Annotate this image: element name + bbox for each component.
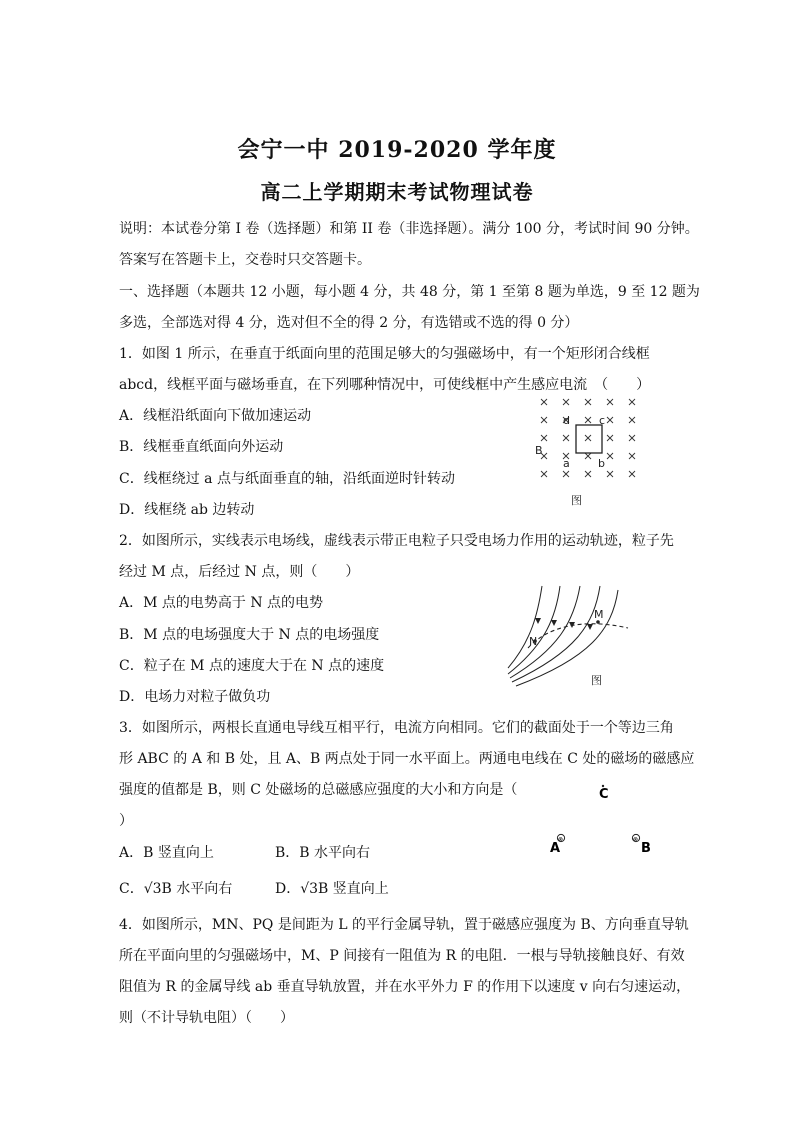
q4-stem-line-3: 阻值为 R 的金属导线 ab 垂直导轨放置，并在水平外力 F 的作用下以速度 v 向右匀速运动， bbox=[119, 979, 691, 995]
q2-option-d: D．电场力对粒子做负功 bbox=[119, 689, 271, 705]
q2-stem-line-1: 2．如图所示，实线表示电场线，虚线表示带正电粒子只受电场力作用的运动轨迹，粒子先 bbox=[119, 533, 674, 549]
q4-stem-line-1: 4．如图所示，MN、PQ 是间距为 L 的平行金属导轨，置于磁感应强度为 B、方向垂直导轨 bbox=[119, 917, 689, 933]
exam-subtitle: 高二上学期期末考试物理试卷 bbox=[260, 180, 534, 204]
q2-option-b: B．M 点的电场强度大于 N 点的电场强度 bbox=[119, 627, 380, 643]
section-header-line-1: 一、选择题（本题共 12 小题，每小题 4 分，共 48 分，第 1 至第 8 题为单选，9 至 12 题为 bbox=[119, 284, 700, 300]
q2-stem-line-2: 经过 M 点，后经过 N 点，则（ ） bbox=[119, 564, 360, 580]
label-d: d bbox=[563, 414, 570, 427]
label-n: N bbox=[529, 635, 538, 648]
label-b: b bbox=[598, 457, 605, 470]
point-c bbox=[602, 785, 604, 787]
q3-figure bbox=[540, 778, 660, 858]
intro-line-1: 说明：本试卷分第 I 卷（选择题）和第 II 卷（非选择题）。满分 100 分，考试时间 90 分钟。 bbox=[119, 221, 699, 237]
svg-text:⊗: ⊗ bbox=[558, 836, 564, 843]
q3-stem-line-4: ） bbox=[119, 813, 133, 829]
label-a: A bbox=[550, 841, 561, 856]
figure-caption: 图 bbox=[591, 674, 602, 687]
q1-option-a: A．线框沿纸面向下做加速运动 bbox=[119, 408, 312, 424]
q4-stem-line-4: 则（不计导轨电阻）（ ） bbox=[119, 1010, 294, 1026]
label-c: C bbox=[599, 787, 609, 802]
label-a: a bbox=[563, 457, 570, 470]
exam-title: 会宁一中 2019-2020 学年度 bbox=[237, 137, 557, 163]
figure-caption: 图 bbox=[571, 494, 582, 507]
q1-figure bbox=[530, 392, 645, 510]
label-b: B bbox=[641, 841, 651, 856]
q3-option-b: B．B 水平向右 bbox=[275, 845, 371, 861]
q1-option-d: D．线框绕 ab 边转动 bbox=[119, 502, 255, 518]
label-b-field: B bbox=[535, 444, 543, 457]
field-cross-marks bbox=[541, 399, 635, 477]
section-header-line-2: 多选，全部选对得 4 分，选对但不全的得 2 分，有选错或不选的得 0 分） bbox=[119, 315, 579, 331]
q3-option-d: D．√3B 竖直向上 bbox=[275, 881, 389, 897]
q2-figure bbox=[502, 582, 638, 688]
q1-option-b: B．线框垂直纸面向外运动 bbox=[119, 439, 284, 455]
label-c: c bbox=[599, 414, 606, 427]
electric-field-lines bbox=[508, 586, 618, 686]
q3-stem-line-3: 强度的值都是 B，则 C 处磁场的总磁感应强度的大小和方向是（ bbox=[119, 782, 518, 798]
intro-line-2: 答案写在答题卡上，交卷时只交答题卡。 bbox=[119, 252, 371, 268]
q2-option-a: A．M 点的电势高于 N 点的电势 bbox=[119, 595, 324, 611]
q1-option-c: C．线框绕过 a 点与纸面垂直的轴，沿纸面逆时针转动 bbox=[119, 471, 455, 487]
q2-option-c: C．粒子在 M 点的速度大于在 N 点的速度 bbox=[119, 658, 385, 674]
q4-stem-line-2: 所在平面向里的匀强磁场中，M、P 间接有一阻值为 R 的电阻．一根与导轨接触良好、有效 bbox=[119, 948, 685, 964]
q3-stem-line-2: 形 ABC 的 A 和 B 处，且 A、B 两点处于同一水平面上。两通电电线在 C 处的磁场的磁感应 bbox=[119, 751, 695, 767]
q3-option-a: A．B 竖直向上 bbox=[119, 845, 214, 861]
q1-stem-line-2: abcd，线框平面与磁场垂直，在下列哪种情况中，可使线框中产生感应电流 （ ） bbox=[119, 377, 651, 393]
q1-stem-line-1: 1．如图 1 所示，在垂直于纸面向里的范围足够大的匀强磁场中，有一个矩形闭合线框 bbox=[119, 346, 650, 362]
svg-text:⊗: ⊗ bbox=[633, 836, 639, 843]
q3-option-c: C．√3B 水平向右 bbox=[119, 881, 233, 897]
label-m: M bbox=[594, 608, 604, 621]
q3-stem-line-1: 3．如图所示，两根长直通电导线互相平行，电流方向相同。它们的截面处于一个等边三角 bbox=[119, 720, 674, 736]
